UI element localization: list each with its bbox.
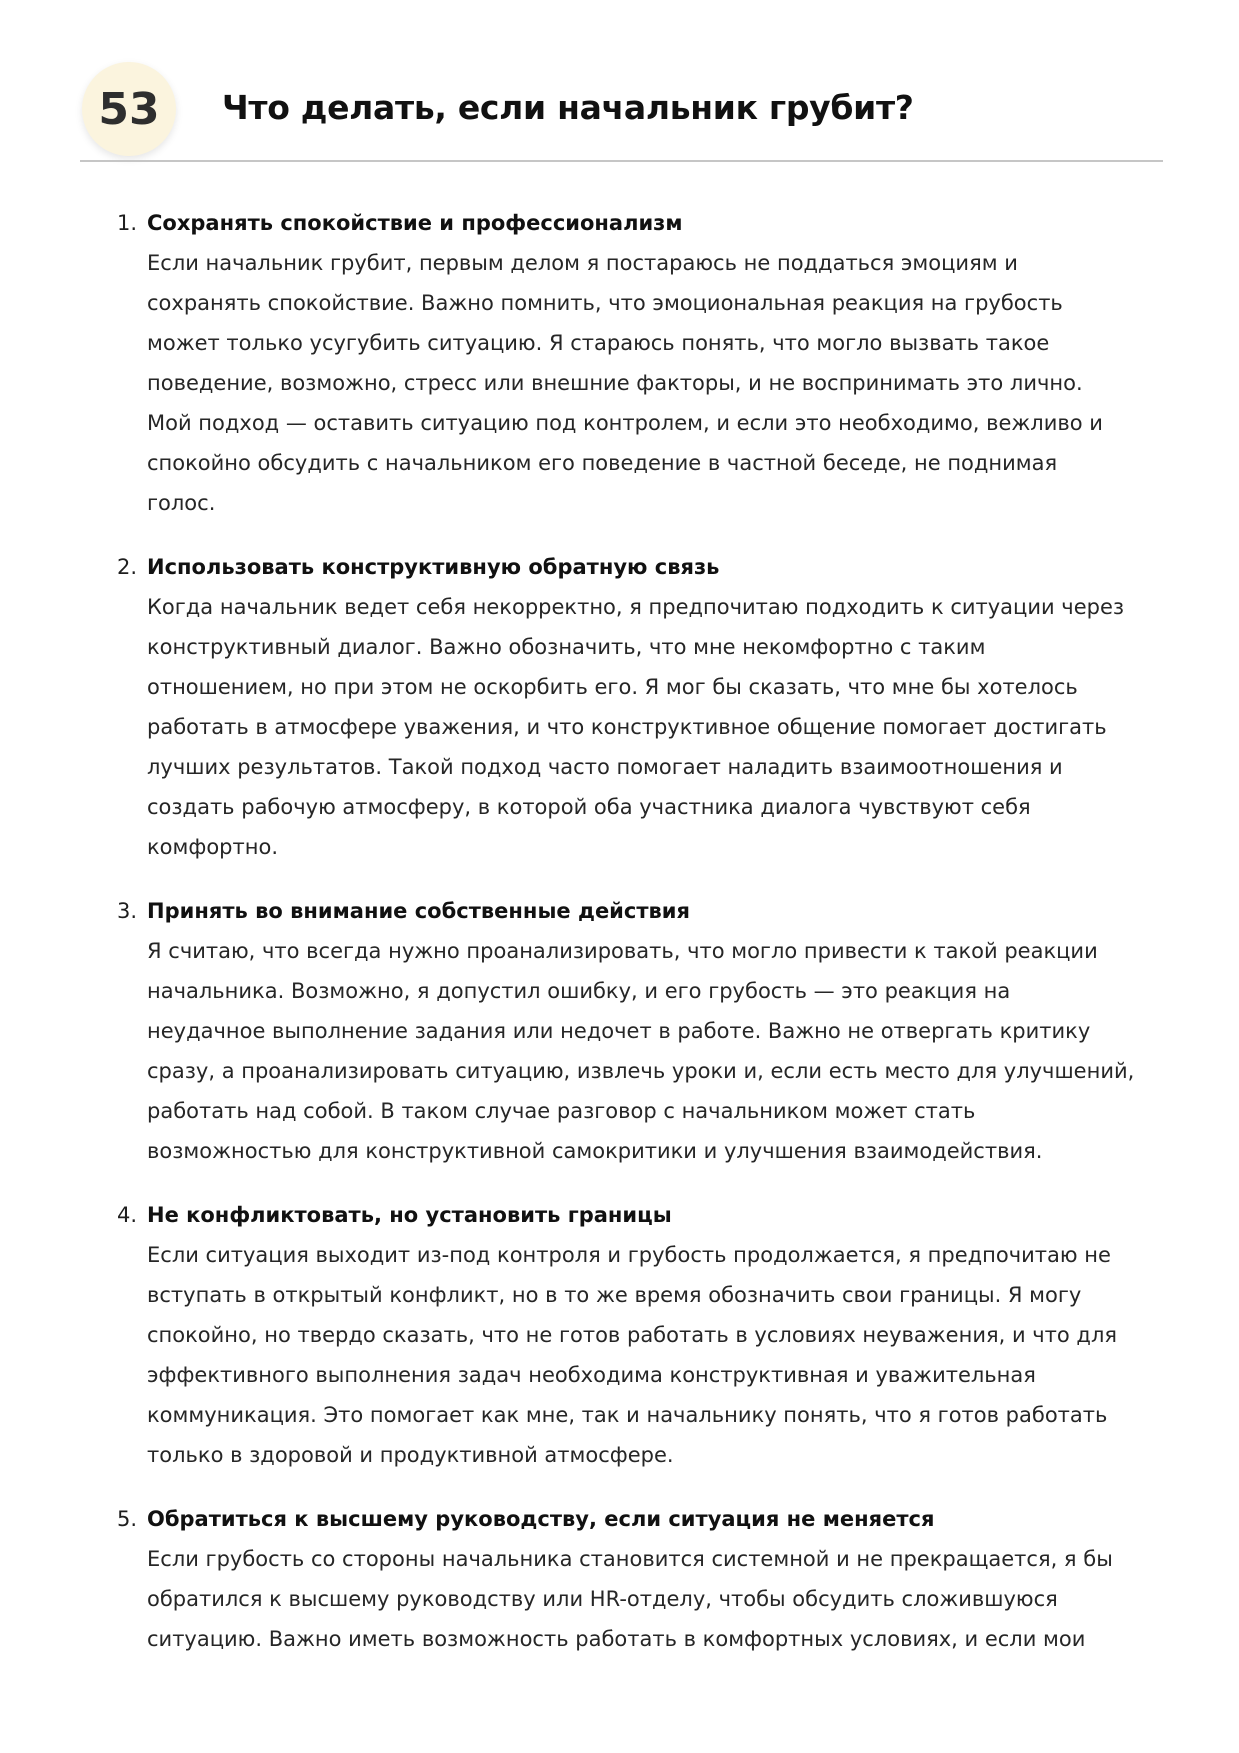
body-text-line: комфортно.: [147, 835, 278, 859]
body-text-line: работать над собой. В таком случае разговор с начальником может стать: [147, 1099, 976, 1123]
body-text-line: Я считаю, что всегда нужно проанализировать, что могло привести к такой реакции: [147, 939, 1098, 963]
page-title: Что делать, если начальник грубит?: [222, 88, 914, 127]
body-text-line: неудачное выполнение задания или недочет в работе. Важно не отвергать критику: [147, 1019, 1091, 1043]
body-text-line: работать в атмосфере уважения, и что конструктивное общение помогает достигать: [147, 715, 1107, 739]
list-item: [117, 1195, 1177, 1475]
list-item-number: 1.: [117, 211, 138, 235]
list-item-number: 5.: [117, 1507, 138, 1531]
list-item: [117, 203, 1177, 523]
list-item-heading: Использовать конструктивную обратную связь: [147, 555, 720, 579]
body-text-line: сохранять спокойствие. Важно помнить, что эмоциональная реакция на грубость: [147, 291, 1063, 315]
list-item-heading: Не конфликтовать, но установить границы: [147, 1203, 672, 1227]
body-text-line: создать рабочую атмосферу, в которой оба участника диалога чувствуют себя: [147, 795, 1031, 819]
body-text-line: Если начальник грубит, первым делом я постараюсь не поддаться эмоциям и: [147, 251, 1018, 275]
list-item-heading: Обратиться к высшему руководству, если ситуация не меняется: [147, 1507, 935, 1531]
body-text-line: лучших результатов. Такой подход часто помогает наладить взаимоотношения и: [147, 755, 1063, 779]
list-item-heading: Сохранять спокойствие и профессионализм: [147, 211, 683, 235]
body-text-line: спокойно обсудить с начальником его поведение в частной беседе, не поднимая: [147, 451, 1058, 475]
body-text-line: Мой подход — оставить ситуацию под контролем, и если это необходимо, вежливо и: [147, 411, 1103, 435]
body-text-line: может только усугубить ситуацию. Я стараюсь понять, что могло вызвать такое: [147, 331, 1050, 355]
body-text-line: поведение, возможно, стресс или внешние факторы, и не воспринимать это лично.: [147, 371, 1083, 395]
list-item-body: [147, 1539, 1177, 1659]
list-item: [117, 891, 1177, 1171]
list-item-body: [147, 243, 1177, 523]
body-text-line: начальника. Возможно, я допустил ошибку, и его грубость — это реакция на: [147, 979, 1011, 1003]
list-item: [117, 547, 1177, 867]
question-number-badge: 53: [82, 62, 176, 156]
list-item-body: [147, 587, 1177, 867]
body-text-line: вступать в открытый конфликт, но в то же время обозначить свои границы. Я могу: [147, 1283, 1082, 1307]
body-text-line: отношением, но при этом не оскорбить его. Я мог бы сказать, что мне бы хотелось: [147, 675, 1078, 699]
body-text-line: эффективного выполнения задач необходима конструктивная и уважительная: [147, 1363, 1036, 1387]
body-text-line: голос.: [147, 491, 216, 515]
body-text-line: обратился к высшему руководству или HR-отделу, чтобы обсудить сложившуюся: [147, 1587, 1058, 1611]
body-text-line: ситуацию. Важно иметь возможность работать в комфортных условиях, и если мои: [147, 1627, 1086, 1651]
list-item-number: 2.: [117, 555, 138, 579]
list-item: [117, 1499, 1177, 1659]
body-text-line: спокойно, но твердо сказать, что не готов работать в условиях неуважения, и что для: [147, 1323, 1118, 1347]
body-text-line: конструктивный диалог. Важно обозначить, что мне некомфортно с таким: [147, 635, 986, 659]
header-divider: [80, 160, 1163, 162]
body-text-line: только в здоровой и продуктивной атмосфере.: [147, 1443, 674, 1467]
list-item-number: 4.: [117, 1203, 138, 1227]
list-item-number: 3.: [117, 899, 138, 923]
list-item-body: [147, 931, 1177, 1171]
body-text-line: Если грубость со стороны начальника становится системной и не прекращается, я бы: [147, 1547, 1113, 1571]
body-text-line: возможностью для конструктивной самокритики и улучшения взаимодействия.: [147, 1139, 1043, 1163]
answer-list: [117, 203, 1177, 1683]
body-text-line: сразу, а проанализировать ситуацию, извлечь уроки и, если есть место для улучшений,: [147, 1059, 1135, 1083]
page-header: [80, 58, 1163, 162]
body-text-line: коммуникация. Это помогает как мне, так и начальнику понять, что я готов работать: [147, 1403, 1108, 1427]
list-item-heading: Принять во внимание собственные действия: [147, 899, 691, 923]
body-text-line: Когда начальник ведет себя некорректно, я предпочитаю подходить к ситуации через: [147, 595, 1125, 619]
list-item-body: [147, 1235, 1177, 1475]
body-text-line: Если ситуация выходит из-под контроля и грубость продолжается, я предпочитаю не: [147, 1243, 1111, 1267]
